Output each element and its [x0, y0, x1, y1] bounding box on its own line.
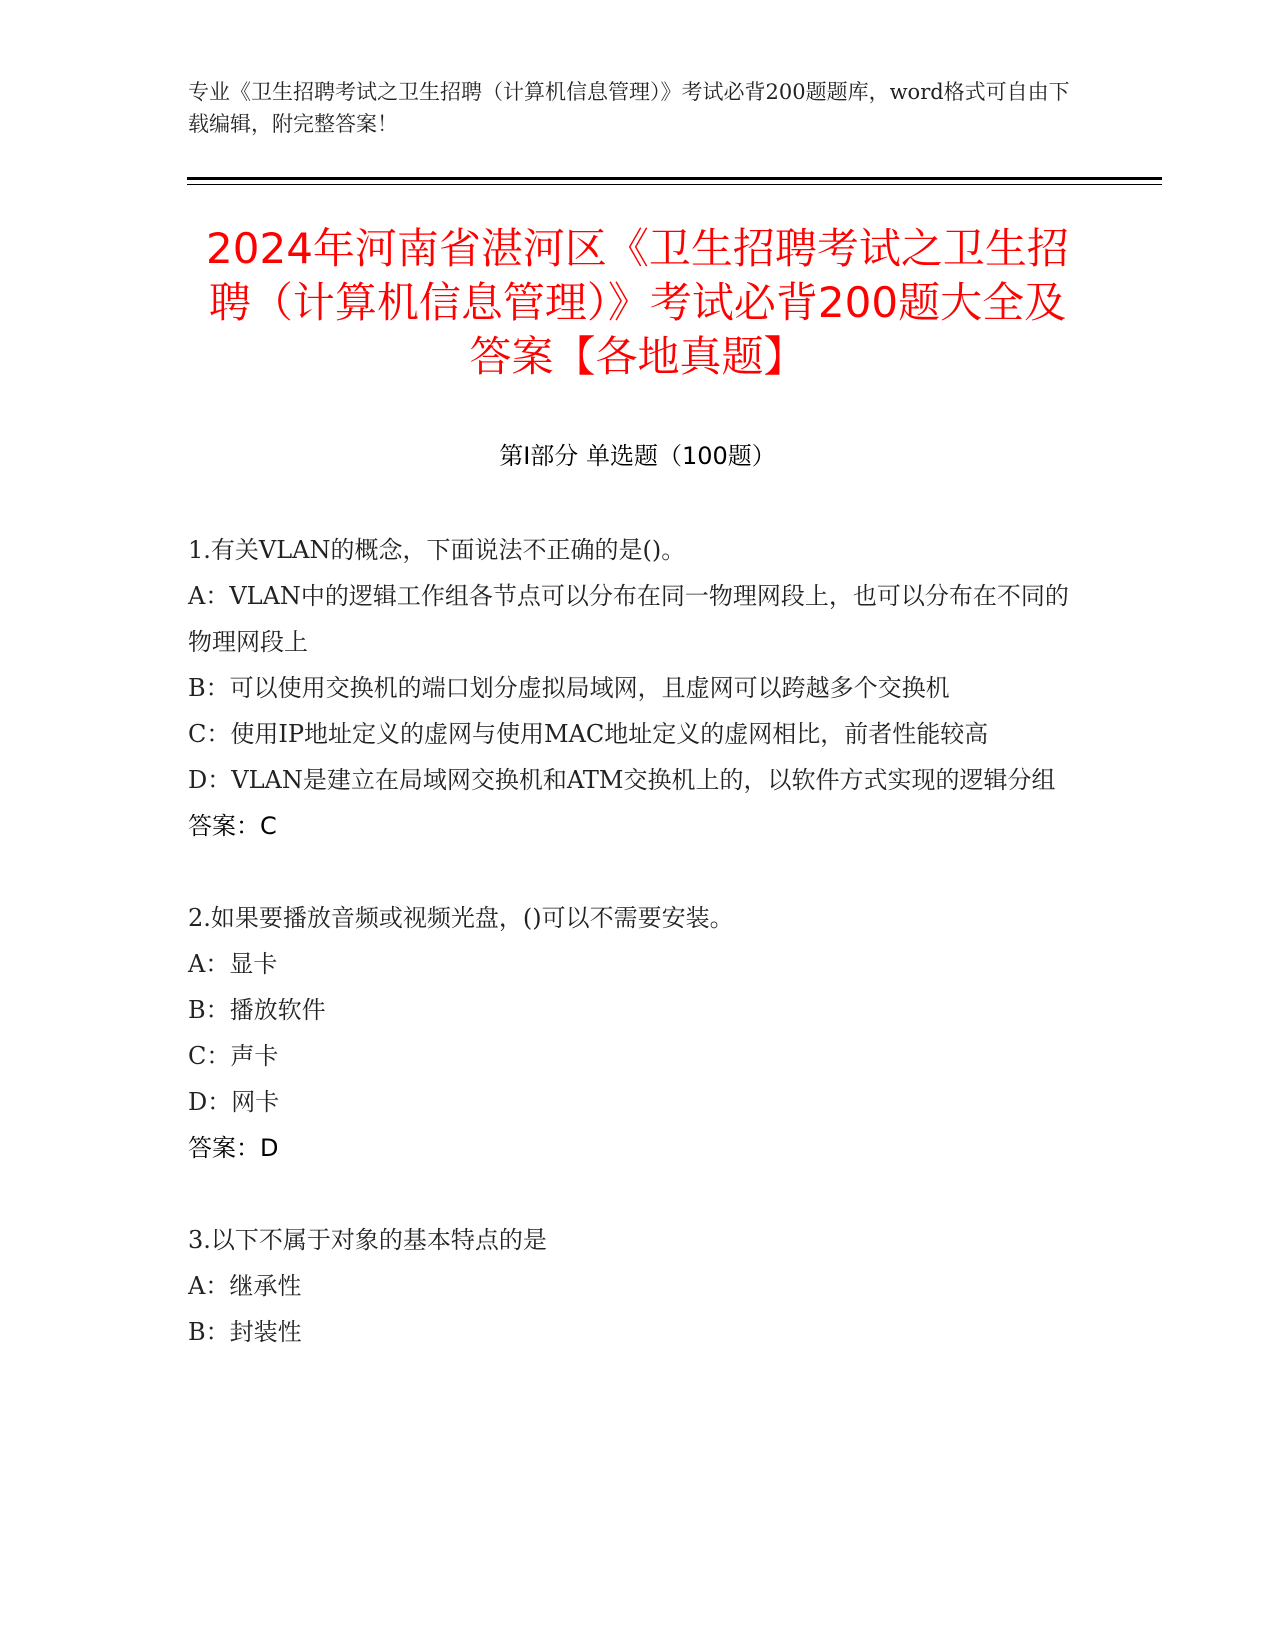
header-rule-thick [187, 177, 1162, 180]
question-1 [188, 527, 1088, 849]
option-d: D：VLAN是建立在局域网交换机和ATM交换机上的，以软件方式实现的逻辑分组 [188, 766, 1056, 794]
answer: 答案：C [188, 812, 277, 840]
option-b: B：封装性 [188, 1318, 302, 1346]
option-a: A：显卡 [188, 950, 278, 978]
question-text: 1.有关VLAN的概念，下面说法不正确的是()。 [188, 536, 686, 564]
section-heading: 第Ⅰ部分 单选题（100题） [499, 442, 776, 470]
question-list [188, 527, 1088, 1401]
header-rule-thin [187, 184, 1162, 185]
option-c: C：声卡 [188, 1042, 279, 1070]
option-b: B：播放软件 [188, 996, 326, 1024]
document-title: 2024年河南省湛河区《卫生招聘考试之卫生招聘（计算机信息管理）》考试必背200题大全及答案【各地真题】 [206, 224, 1069, 381]
option-c: C：使用IP地址定义的虚网与使用MAC地址定义的虚网相比，前者性能较高 [188, 720, 989, 748]
question-3 [188, 1217, 1088, 1355]
option-b: B：可以使用交换机的端口划分虚拟局域网，且虚网可以跨越多个交换机 [188, 674, 950, 702]
question-text: 3.以下不属于对象的基本特点的是 [188, 1226, 547, 1254]
question-2 [188, 895, 1088, 1171]
option-d: D：网卡 [188, 1088, 280, 1116]
question-text: 2.如果要播放音频或视频光盘，()可以不需要安装。 [188, 904, 734, 932]
option-a: A：继承性 [188, 1272, 302, 1300]
option-a: A：VLAN中的逻辑工作组各节点可以分布在同一物理网段上，也可以分布在不同的物理网段上 [188, 582, 1069, 656]
header-note: 专业《卫生招聘考试之卫生招聘（计算机信息管理）》考试必背200题题库，word格式可自由下载编辑，附完整答案！ [188, 80, 1070, 136]
answer: 答案：D [188, 1134, 279, 1162]
